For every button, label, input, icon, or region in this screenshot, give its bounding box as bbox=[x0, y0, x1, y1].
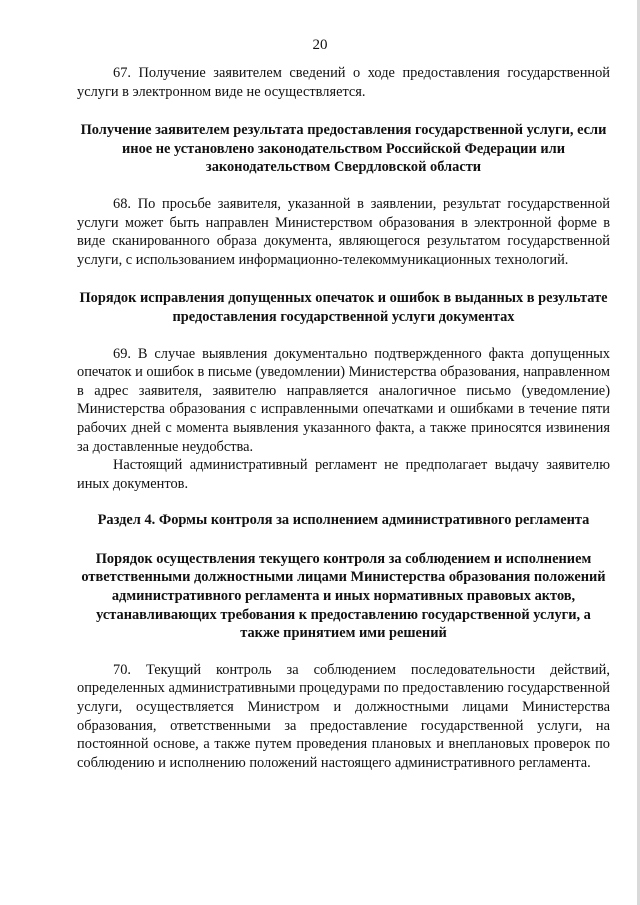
heading-result-receipt: Получение заявителем результата предоставления государственной услуги, если иное не установлено законодательством Российской Федерации или законодательством Свердловской области bbox=[80, 122, 607, 176]
heading-error-correction: Порядок исправления допущенных опечаток и ошибок в выданных в результате предоставления государственной услуги документах bbox=[79, 290, 608, 325]
paragraph-70: 70. Текущий контроль за соблюдением последовательности действий, определенных административными процедурами по предоставлению государственной услуги, осуществляется Министром и должностными лицами Министерства образования, ответственными за предоставление государственной услуги, на постоянной основе, а также путем проведения плановых и внеплановых проверок по соблюдению и исполнению положений настоящего административного регламента. bbox=[77, 661, 610, 771]
heading-current-control: Порядок осуществления текущего контроля за соблюдением и исполнением ответственными должностными лицами Министерства образования положений административного регламента и иных нормативных правовых актов, устанавливающих требования к предоставлению государственной услуги, а также принятием ими решений bbox=[81, 550, 606, 642]
document-body bbox=[77, 64, 610, 772]
paragraph-68: 68. По просьбе заявителя, указанной в заявлении, результат государственной услуги может быть направлен Министерством образования в электронной форме в виде сканированного образа документа, являющегося результатом государственной услуги, с использованием информационно-телекоммуникационных технологий. bbox=[77, 195, 610, 268]
section-4-title: Раздел 4. Формы контроля за исполнением административного регламента bbox=[97, 512, 590, 529]
paragraph-69: 69. В случае выявления документально подтвержденного факта допущенных опечаток и ошибок в письме (уведомлении) Министерства образования, направленном в адрес заявителя, заявителю направляется аналогичное письмо (уведомление) Министерства образования с исправленными опечатками и ошибками в течение пяти рабочих дней с момента выявления указанного факта, а также приносятся извинения за доставленные неудобства. bbox=[77, 345, 610, 455]
page-number: 20 bbox=[312, 37, 328, 53]
paragraph-67: 67. Получение заявителем сведений о ходе предоставления государственной услуги в электронном виде не осуществляется. bbox=[77, 65, 610, 100]
paragraph-no-other-docs: Настоящий административный регламент не предполагает выдачу заявителю иных документов. bbox=[77, 457, 610, 492]
